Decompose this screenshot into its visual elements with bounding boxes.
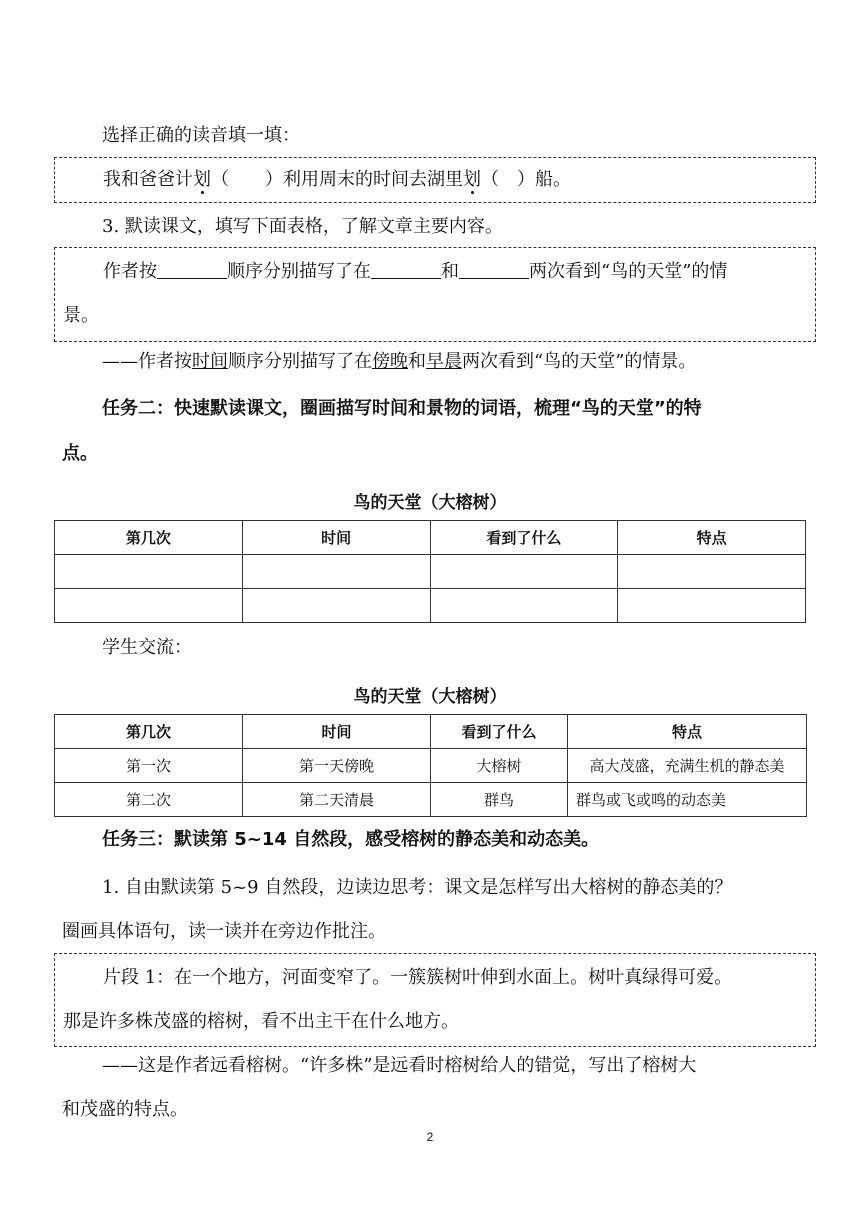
fragment-line: 那是许多株茂盛的榕树，看不出主干在什么地方。 bbox=[63, 1011, 459, 1032]
cell-seen: 大榕树 bbox=[431, 749, 568, 783]
header-cell: 第几次 bbox=[55, 715, 243, 749]
answer-2-line-2: 和茂盛的特点。 bbox=[62, 1099, 188, 1120]
answer-blank[interactable] bbox=[459, 258, 529, 279]
underlined-word: 时间 bbox=[192, 351, 228, 372]
answer-blank[interactable] bbox=[371, 258, 441, 279]
table-2-answers bbox=[54, 714, 807, 817]
pronunciation-sentence bbox=[63, 158, 805, 202]
text-part: ——作者按 bbox=[102, 351, 192, 372]
table-header-row bbox=[55, 521, 806, 555]
cell-visit: 第二次 bbox=[55, 783, 243, 817]
fill-blank-sentence bbox=[63, 250, 805, 338]
sentence-part-with-blank: （ ）利用周末的时间去湖里 bbox=[211, 169, 463, 190]
sentence-part: 我和爸爸计 bbox=[103, 169, 193, 190]
empty-cell[interactable] bbox=[242, 555, 430, 589]
text-part: 作者按 bbox=[103, 261, 157, 282]
empty-cell[interactable] bbox=[55, 589, 243, 623]
question-1-line-2: 圈画具体语句，读一读并在旁边作批注。 bbox=[62, 921, 386, 942]
question-select-pronunciation: 选择正确的读音填一填： bbox=[102, 125, 300, 146]
empty-cell[interactable] bbox=[430, 555, 618, 589]
dotted-character: 划 bbox=[463, 169, 481, 190]
empty-cell[interactable] bbox=[242, 589, 430, 623]
header-cell: 特点 bbox=[568, 715, 807, 749]
text-part: 两次看到“鸟的天堂”的情 bbox=[529, 261, 728, 282]
empty-cell[interactable] bbox=[618, 589, 806, 623]
fragment-1-text bbox=[63, 956, 805, 1044]
page-number: 2 bbox=[426, 1130, 434, 1144]
dashed-box-pronunciation bbox=[54, 157, 816, 203]
text-part: 顺序分别描写了在 bbox=[228, 351, 372, 372]
empty-cell[interactable] bbox=[55, 555, 243, 589]
dotted-character: 划 bbox=[193, 169, 211, 190]
cell-seen: 群鸟 bbox=[431, 783, 568, 817]
table-2-caption: 鸟的天堂（大榕树） bbox=[353, 687, 507, 707]
header-cell: 特点 bbox=[618, 521, 806, 555]
task-3-heading: 任务三：默读第 5~14 自然段，感受榕树的静态美和动态美。 bbox=[102, 829, 600, 850]
empty-cell[interactable] bbox=[618, 555, 806, 589]
cell-feature: 高大茂盛，充满生机的静态美 bbox=[568, 749, 807, 783]
sentence-part-with-blank: （ ）船。 bbox=[481, 169, 571, 190]
table-row bbox=[55, 589, 806, 623]
header-cell: 时间 bbox=[242, 521, 430, 555]
cell-time: 第一天傍晚 bbox=[243, 749, 431, 783]
task-2-heading-cont: 点。 bbox=[62, 443, 98, 464]
text-part: 景。 bbox=[63, 305, 99, 326]
table-header-row bbox=[55, 715, 807, 749]
question-1-line-1: 1. 自由默读第 5~9 自然段，边读边思考：课文是怎样写出大榕树的静态美的？ bbox=[102, 877, 733, 898]
underlined-word: 早晨 bbox=[426, 351, 462, 372]
header-cell: 看到了什么 bbox=[430, 521, 618, 555]
answer-2-line-1: ——这是作者远看榕树。“许多株”是远看时榕树给人的错觉，写出了榕树大 bbox=[102, 1055, 697, 1076]
task-2-heading: 任务二：快速默读课文，圈画描写时间和景物的词语，梳理“鸟的天堂”的特 bbox=[102, 398, 702, 419]
student-exchange-label: 学生交流： bbox=[102, 637, 192, 658]
answer-blank[interactable] bbox=[157, 258, 227, 279]
cell-feature: 群鸟或飞或鸣的动态美 bbox=[568, 783, 807, 817]
table-row bbox=[55, 783, 807, 817]
table-1-blank bbox=[54, 520, 806, 623]
table-row bbox=[55, 555, 806, 589]
dashed-box-fragment-1 bbox=[54, 953, 816, 1047]
cell-visit: 第一次 bbox=[55, 749, 243, 783]
cell-time: 第二天清晨 bbox=[243, 783, 431, 817]
header-cell: 第几次 bbox=[55, 521, 243, 555]
empty-cell[interactable] bbox=[430, 589, 618, 623]
fragment-line: 片段 1：在一个地方，河面变窄了。一簇簇树叶伸到水面上。树叶真绿得可爱。 bbox=[103, 967, 733, 988]
text-part: 和 bbox=[408, 351, 426, 372]
text-part: 两次看到“鸟的天堂”的情景。 bbox=[462, 351, 697, 372]
text-part: 顺序分别描写了在 bbox=[227, 261, 371, 282]
header-cell: 看到了什么 bbox=[431, 715, 568, 749]
dashed-box-fill-blanks bbox=[54, 247, 816, 342]
underlined-word: 傍晚 bbox=[372, 351, 408, 372]
answer-line-1 bbox=[62, 340, 806, 384]
header-cell: 时间 bbox=[243, 715, 431, 749]
table-1-caption: 鸟的天堂（大榕树） bbox=[353, 493, 507, 513]
table-row bbox=[55, 749, 807, 783]
question-3: 3. 默读课文，填写下面表格，了解文章主要内容。 bbox=[102, 216, 503, 237]
text-part: 和 bbox=[441, 261, 459, 282]
